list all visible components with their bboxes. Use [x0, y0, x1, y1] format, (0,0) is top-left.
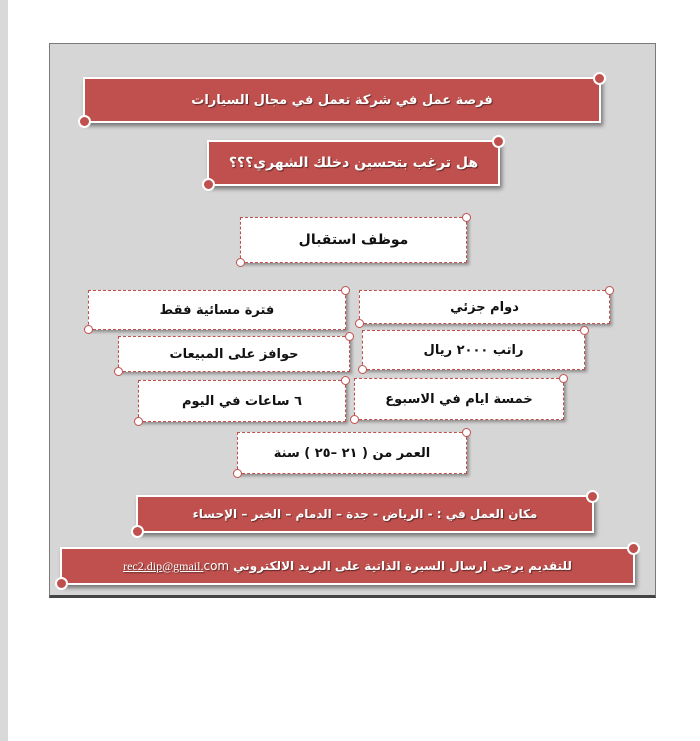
email-link[interactable]: rec2.dip@gmail. — [123, 558, 204, 573]
evening-shift-card — [88, 290, 346, 330]
email-suffix: com — [203, 558, 230, 573]
hours-card — [138, 380, 346, 422]
evening-shift-text: فترة مسائية فقط — [159, 302, 275, 318]
position-card — [240, 217, 467, 263]
apply-banner — [60, 547, 635, 585]
headline-text: فرصة عمل في شركة تعمل في مجال السيارات — [191, 92, 493, 108]
locations-banner — [136, 495, 594, 533]
question-banner — [207, 140, 500, 186]
question-text: هل ترغب بتحسين دخلك الشهري؟؟؟ — [228, 155, 479, 171]
age-card — [237, 432, 467, 474]
apply-text: للتقديم يرجى ارسال السيرة الذاتية على البريد الالكتروني — [233, 559, 572, 573]
sales-incentives-text: حوافز على المبيعات — [169, 346, 299, 362]
part-time-text: دوام جزئي — [450, 299, 519, 315]
hours-text: ٦ ساعات في اليوم — [182, 393, 302, 409]
job-ad-flyer — [49, 43, 656, 598]
page-edge-strip — [0, 0, 8, 741]
apply-email — [123, 559, 229, 574]
locations-text: مكان العمل في : - الرياض - جدة – الدمام – الخبر – الإحساء — [192, 507, 538, 521]
work-days-text: خمسة ايام في الاسبوع — [385, 391, 533, 407]
position-text: موظف استقبال — [298, 232, 409, 248]
work-days-card — [354, 378, 564, 420]
age-text: العمر من ( ٢١ –٢٥ ) سنة — [273, 445, 431, 461]
headline-banner — [83, 77, 601, 123]
salary-text: راتب ٢٠٠٠ ريال — [423, 342, 524, 358]
salary-card — [362, 330, 585, 370]
sales-incentives-card — [118, 336, 350, 372]
part-time-card — [359, 290, 610, 324]
